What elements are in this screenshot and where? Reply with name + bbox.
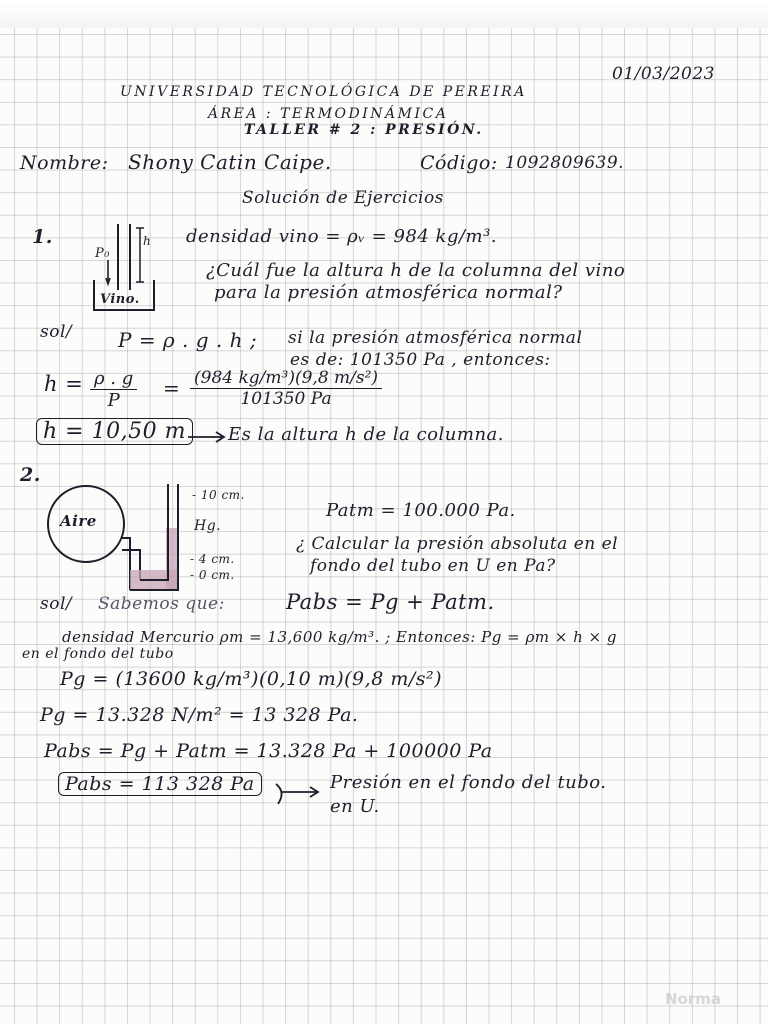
diagram1-label: Vino. [100,292,140,307]
problem1-given-line1: si la presión atmosférica normal [288,328,583,348]
problem2-result-note-line2: en U. [330,796,380,817]
problem1-number: 1. [32,226,53,248]
problem2-pabs-formula: Pabs = Pg + Patm. [286,590,495,614]
problem2-pabs-calc: Pabs = Pg + Patm = 13.328 Pa + 100000 Pa [44,740,493,762]
arrow-icon [276,780,326,810]
diagram2-air: Aire [60,512,97,530]
problem1-result-note: Es la altura h de la columna. [228,424,504,445]
problem2-sabemos: Sabemos que: [98,594,225,614]
problem2-density-line2: en el fondo del tubo [22,646,174,662]
h-equals: = [163,376,181,400]
problem1-formula: P = ρ . g . h ; [118,328,258,352]
u-tube-diagram [44,478,204,588]
notebook-page [0,28,768,1024]
problem1-given-line2: es de: 101350 Pa , entonces: [290,350,551,370]
problem1-question-line2: para la presión atmosférica normal? [214,282,563,303]
student-code: 1092809639. [505,153,625,173]
header-area: ÁREA : TERMODINÁMICA [208,106,449,122]
problem1-question-line1: ¿Cuál fue la altura h de la columna del vino [206,260,626,281]
h-fraction [90,368,137,411]
diagram2-mark-4: - 4 cm. [190,552,235,566]
problem2-density-line: densidad Mercurio ρm = 13,600 kg/m³. ; Entonces: Pg = ρm × h × g [62,628,617,646]
calc-fraction-numerator: (984 kg/m³)(9,8 m/s²) [190,368,382,389]
diagram2-hg: Hg. [194,518,222,534]
header-university: UNIVERSIDAD TECNOLÓGICA DE PEREIRA [120,84,527,100]
arrow-icon [188,430,228,444]
name-label: Nombre: [20,152,109,174]
problem1-density: densidad vino = ρᵥ = 984 kg/m³. [186,226,498,247]
norma-watermark-logo: Norma [665,990,722,1008]
problem2-sol-label: sol/ [40,594,73,614]
problem2-result: Pabs = 113 328 Pa [58,772,262,796]
top-margin-strip [0,0,768,29]
diagram1-p0: P₀ [95,246,110,261]
header-taller: TALLER # 2 : PRESIÓN. [244,122,484,138]
problem2-question-line2: fondo del tubo en U en Pa? [310,556,556,576]
section-title: Solución de Ejercicios [242,188,444,208]
h-lhs: h = [44,372,84,396]
h-fraction-denominator: P [107,390,120,411]
problem2-pg-calc: Pg = (13600 kg/m³)(0,10 m)(9,8 m/s²) [60,668,443,690]
problem2-question-line1: ¿ Calcular la presión absoluta en el [296,534,619,554]
problem1-result: h = 10,50 m [36,418,193,445]
problem2-patm: Patm = 100.000 Pa. [326,500,516,521]
calc-fraction-denominator: 101350 Pa [240,389,332,409]
problem2-pg-result: Pg = 13.328 N/m² = 13 328 Pa. [40,704,359,726]
problem2-number: 2. [20,464,41,486]
student-name: Shony Catin Caipe. [128,150,332,174]
code-label: Código: [420,152,498,174]
date: 01/03/2023 [612,64,715,84]
diagram2-mark-0: - 0 cm. [190,568,235,582]
problem1-sol-label: sol/ [40,322,73,342]
diagram2-mark-10: - 10 cm. [192,488,245,502]
h-fraction-numerator: ρ . g [90,368,137,390]
diagram1-h: h [143,234,152,248]
calc-fraction [190,368,382,409]
problem2-result-note-line1: Presión en el fondo del tubo. [330,772,607,793]
